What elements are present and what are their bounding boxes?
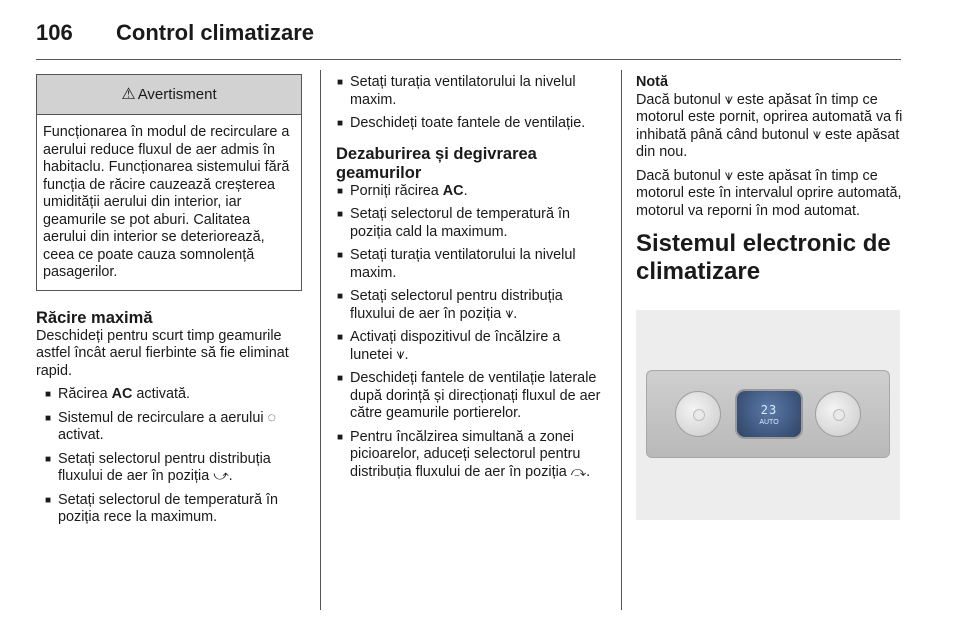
column-1	[36, 74, 302, 527]
column-divider	[320, 70, 321, 610]
list-item: ■ Setați selectorul de temperatură în poziția cald la maximum.	[337, 206, 570, 240]
list-item: ■ Activați dispozitivul de încălzire a lunetei ⩛.	[337, 329, 561, 363]
max-cooling-intro: Deschideți pentru scurt timp geamurile astfel încât aerul fierbinte să fie eliminat rapid.	[36, 327, 289, 379]
display-mode: AUTO	[759, 419, 779, 426]
electronic-climate-heading: Sistemul electronic de climatizare	[636, 230, 891, 285]
defog-heading: Dezaburirea și degivrarea geamurilor	[336, 144, 537, 182]
warning-triangle-icon: ⚠	[121, 85, 136, 103]
list-item: ■ Setați turația ventilatorului la nivelul maxim.	[337, 74, 576, 108]
max-cooling-heading: Răcire maximă	[36, 308, 153, 327]
warning-title: Avertisment	[137, 85, 217, 103]
climate-display	[735, 389, 803, 439]
display-temperature: 23	[760, 403, 778, 417]
note-paragraph: Dacă butonul ⩛ este apăsat în timp ce motorul este pornit, oprirea automată va fi inhibată până când butonul ⩛ este apăsat din nou.	[636, 91, 903, 160]
climate-control-panel-photo	[636, 310, 900, 520]
page-number: 106	[36, 20, 73, 45]
list-item: ■ Porniți răcirea AC.	[337, 182, 468, 199]
chapter-title: Control climatizare	[116, 20, 315, 45]
note-title: Notă	[636, 74, 668, 90]
warning-box	[36, 74, 302, 291]
list-item: ■ Setați selectorul de temperatură în poziția rece la maximum.	[45, 491, 278, 525]
max-cooling-section	[36, 309, 302, 527]
right-control-knob	[815, 391, 861, 437]
list-item: ■ Pentru încălzirea simultană a zonei picioarelor, aduceți selectorul pentru distribuția fluxului de aer în poziția ⤼.	[337, 428, 591, 480]
list-item: ■ Sistemul de recirculare a aerului ◌ activat.	[45, 409, 277, 443]
column-3	[636, 74, 904, 286]
control-panel	[646, 370, 890, 458]
list-item: ■ Setați selectorul pentru distribuția fluxului de aer în poziția ⩛.	[337, 288, 563, 322]
warning-header	[37, 75, 301, 115]
list-item: ■ Răcirea AC activată.	[45, 386, 190, 402]
column-2	[336, 74, 606, 481]
warning-text: Funcționarea în modul de recirculare a aerului reduce fluxul de aer admis în habitaclu. Funcționarea sistemului fără funcția de răcire cauzează creșterea umidității aerului din interior, iar geamurile se pot aburi. Calitatea aerului din interior se deteriorează, ceea ce poate cauza somnolență pasagerilor.	[43, 124, 290, 280]
list-item: ■ Deschideți toate fantele de ventilație.	[337, 115, 586, 131]
header-rule	[36, 59, 901, 60]
list-item: ■ Setați turația ventilatorului la nivelul maxim.	[337, 247, 576, 281]
page-header	[36, 16, 900, 50]
column-divider	[621, 70, 622, 610]
list-item: ■ Setați selectorul pentru distribuția fluxului de aer în poziția ⤻.	[45, 450, 271, 484]
list-item: ■ Deschideți fantele de ventilație laterale după dorință și direcționați fluxul de aer către geamurile portierelor.	[337, 370, 601, 421]
left-control-knob	[675, 391, 721, 437]
note-paragraph: Dacă butonul ⩛ este apăsat în timp ce motorul este în intervalul oprire automată, motorul va reporni în mod automat.	[636, 167, 902, 219]
